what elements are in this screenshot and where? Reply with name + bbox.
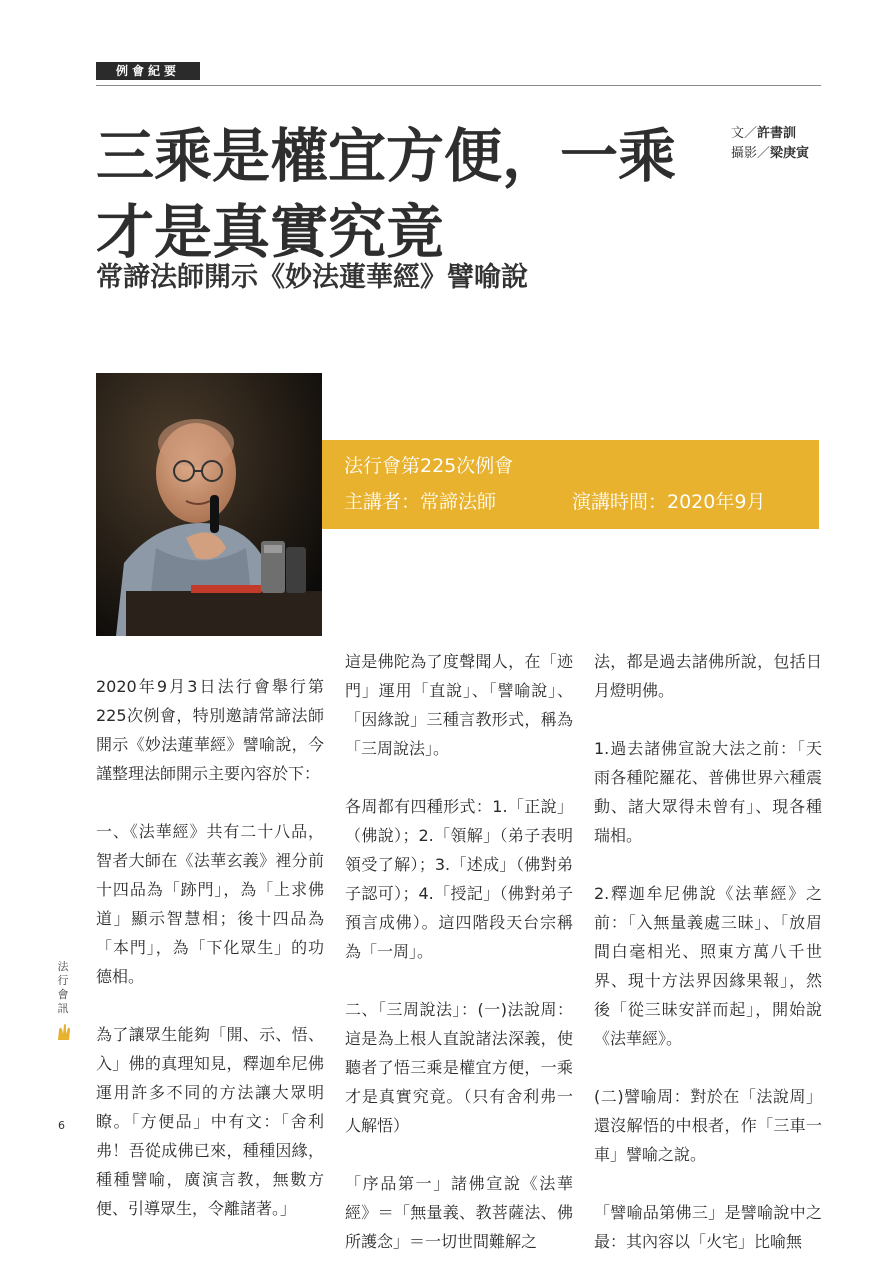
article-subtitle: 常諦法師開示《妙法蓮華經》譬喻說	[96, 262, 528, 293]
credit-writer	[731, 124, 809, 144]
speaker-photo	[96, 373, 322, 636]
credit-photo	[731, 144, 809, 164]
paragraph: 二、「三周說法」：(一)法說周：這是為上根人直說諸法深義，使聽者了悟三乘是權宜方便，一乘才是真實究竟。（只有舍利弗一人解悟）	[345, 1000, 573, 1135]
credit-writer-name: 許書訓	[757, 126, 797, 141]
credit-writer-label: 文／	[731, 126, 758, 141]
credits	[731, 124, 809, 164]
magazine-side-mark: 法行會訊	[57, 960, 69, 1015]
paragraph: 為了讓眾生能夠「開、示、悟、入」佛的真理知見，釋迦牟尼佛運用許多不同的方法讓大眾明瞭。「方便品」中有文：「舍利弗！吾從成佛已來，種種因緣，種種譬喻，廣演言教，無數方便、引導眾生，令離諸著。」	[96, 1025, 324, 1218]
paragraph: 2.釋迦牟尼佛說《法華經》之前：「入無量義處三昧」、「放眉間白毫相光、照東方萬八千世界、現十方法界因緣果報」，然後「從三昧安詳而起」，開始說《法華經》。	[594, 884, 822, 1048]
speaker-line: 主講者：常諦法師	[344, 491, 497, 513]
date-line: 演講時間：2020年9月	[572, 491, 766, 513]
header-rule	[96, 85, 821, 86]
paragraph: 一、《法華經》共有二十八品，智者大師在《法華玄義》裡分前十四品為「跡門」，為「上求佛道」顯示智慧相；後十四品為「本門」，為「下化眾生」的功德相。	[96, 822, 324, 986]
body-column-1	[96, 672, 324, 1252]
paragraph: 「序品第一」諸佛宣說《法華經》＝「無量義、教菩薩法、佛所護念」＝一切世間難解之	[345, 1174, 573, 1251]
event-banner	[322, 440, 819, 529]
paragraph: 各周都有四種形式：1.「正說」（佛說）；2.「領解」（弟子表明領受了解）；3.「述成」（佛對弟子認可）；4.「授記」（佛對弟子預言成佛）。這四階段天台宗稱為「一周」。	[345, 797, 573, 961]
speaker-photo-illustration	[96, 373, 322, 636]
paragraph: 這是佛陀為了度聲聞人，在「迹門」運用「直說」、「譬喻說」、「因緣說」三種言教形式，稱為「三周說法」。	[345, 652, 573, 758]
event-name: 法行會第225次例會	[344, 455, 514, 477]
credit-photo-name: 梁庚寅	[770, 146, 810, 161]
paragraph: 1.過去諸佛宣說大法之前：「天雨各種陀羅花、普佛世界六種震動、諸大眾得未曾有」、現各種瑞相。	[594, 739, 822, 845]
section-tag: 例會紀要	[96, 62, 200, 80]
page-number: 6	[58, 1119, 65, 1132]
paragraph: (二)譬喻周：對於在「法說周」還沒解悟的中根者，作「三車一車」譬喻之說。	[594, 1087, 822, 1164]
body-column-3	[594, 647, 822, 1285]
praying-hands-icon	[55, 1022, 73, 1042]
article-title	[96, 118, 736, 270]
paragraph: 2020年9月3日法行會舉行第225次例會，特別邀請常諦法師開示《妙法蓮華經》譬喻說，今謹整理法師開示主要內容於下：	[96, 677, 324, 783]
body-column-2	[345, 647, 573, 1285]
title-line-1: 三乘是權宜方便，一乘	[96, 122, 677, 190]
title-line-2: 才是真實究竟	[96, 198, 445, 266]
paragraph: 法，都是過去諸佛所說，包括日月燈明佛。	[594, 652, 822, 700]
credit-photo-label: 攝影／	[731, 146, 771, 161]
paragraph: 「譬喻品第佛三」是譬喻說中之最：其內容以「火宅」比喻無	[594, 1203, 822, 1251]
